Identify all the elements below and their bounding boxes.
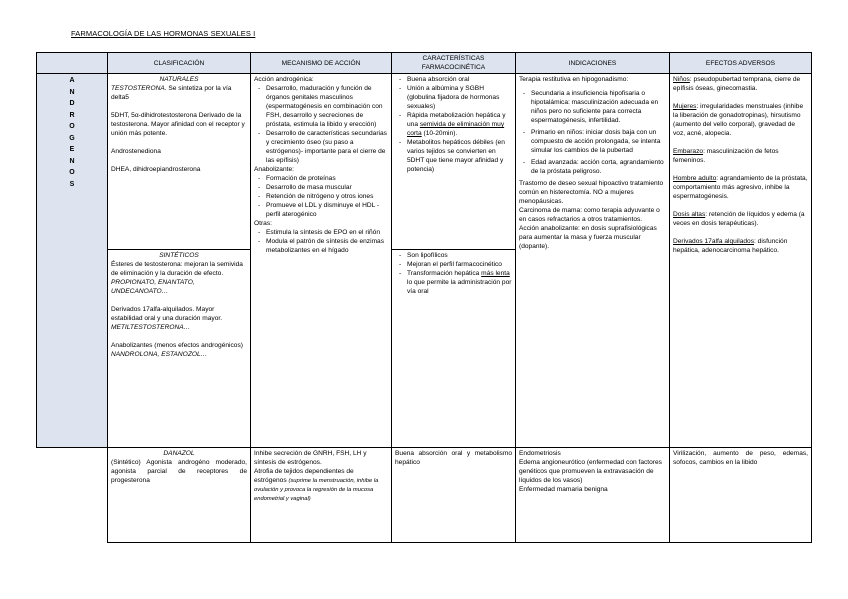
pharmacology-table	[36, 52, 812, 543]
cell-pk-naturales	[392, 74, 516, 250]
indication-item: - Primario en niños: iniciar dosis baja con un compuesto de acción prolongada, se intenta simular los cambios de la pubertad	[531, 128, 666, 155]
testosterona-text: TESTOSTERONA. Se sintetiza por la vía delta5	[111, 85, 232, 101]
header-adverse-effects: EFECTOS ADVERSOS	[670, 53, 812, 74]
pk-item: - Rápida metabolización hepática y una semivida de eliminación muy corta (10-20min).	[407, 111, 512, 138]
cell-indications-danazol	[516, 448, 670, 543]
cell-sinteticos	[108, 250, 251, 448]
pk-item: - Metabolitos hepáticos débiles (en varios tejidos se convierten en 5DHT que tiene mayor afinidad y potencia)	[407, 138, 512, 174]
danazol-spacer	[37, 448, 108, 543]
indication-item: Edema angioneurótico (enfermedad con factores genéticos que promueven la extravasación de líquidos de los vasos)	[519, 459, 662, 484]
header-classification: CLASIFICACIÓN	[108, 53, 251, 74]
indication-item: - Edad avanzada: acción corta, agrandamiento de la próstata peligroso.	[531, 158, 666, 176]
cell-pk-danazol: Buena absorción oral y metabolismo hepático	[392, 448, 516, 543]
header-pharmacokinetics: CARACTERÍSTICAS FARMACOCINÉTICA	[392, 53, 516, 74]
mechanism-item: - Desarrollo, maduración y función de órganos genitales masculinos (espermatogénesis en combinación con FSH, desarrollo y secreciones de próstata, estimula la libido y erección)	[266, 84, 388, 129]
dhea-text: DHEA, dihidroepiandrosterona	[111, 166, 201, 173]
row-naturales	[37, 74, 812, 250]
cell-naturales	[108, 74, 251, 250]
indication-text: Carcinoma de mama: como terapia adyuvante o en casos refractarios a otros tratamientos.	[519, 207, 660, 223]
group-label-androgenos: A N D R O G E N O S	[69, 77, 75, 188]
indication-item: Endometriosis	[519, 450, 561, 457]
header-indications: INDICACIONES	[516, 53, 670, 74]
cell-indications-androgens: Terapia restitutiva en hipogonadismo: - Secundaria a insuficiencia hipofisaria o hipotalámica: masculinización adecuada en niños pero no suficiente para correcta espermatogénesis, infertilidad. - Primario en niños: iniciar dosis baja con un compuesto de acción prolongada, se intenta simular los cambios de la pubertad - Edad avanzada: acción corta, agrandamiento de la próstata peligroso. Trastorno de deseo sexual hipoactivo tratamiento común en histerectomía. NO a mujeres menopáusicas. Carcinoma de mama: como terapia adyuvante o en casos refractarios a otros tratamientos. Acción anabolizante: en dosis suprafisiológicas para aumentar la masa y fuerza muscular (dopante).	[516, 74, 670, 448]
subtitle-sinteticos: SINTÉTICOS	[159, 252, 199, 259]
mechanism-item: - Retención de nitrógeno y otros iones	[266, 192, 388, 201]
indication-text: Acción anabolizante: en dosis suprafisiológicas para aumentar la masa y fuerza muscular (dopante).	[519, 225, 657, 250]
indication-item: Enfermedad mamaria benigna	[519, 486, 608, 493]
pk-item: - Transformación hepática más lenta lo que permite la administración por vía oral	[407, 269, 512, 296]
adverse-dosis: Dosis altas: retención de líquidos y edema (a veces en dosis terapéuticas).	[673, 211, 805, 227]
mechanism-item: - Desarrollo de masa muscular	[266, 183, 388, 192]
pk-item: - Buena absorción oral	[407, 75, 512, 84]
cell-mechanism-androgens: Acción androgénica: - Desarrollo, maduración y función de órganos genitales masculinos (espermatogénesis en combinación con FSH, desarrollo y secreciones de próstata, estimula la libido y erección) - Desarrollo de características secundarias y crecimiento óseo (su paso a estrógenos)- importante para el cierre de las epífisis) Anabolizante: - Formación de proteínas - Desarrollo de masa muscular - Retención de nitrógeno y otros iones - Promueve el LDL y disminuye el HDL - perfil aterogénico Otras: - Estimula la síntesis de EPO en el riñón - Modula el patrón de síntesis de enzimas metabolizantes en el hígado	[251, 74, 392, 448]
mechanism-item: - Modula el patrón de síntesis de enzimas metabolizantes en el hígado	[266, 237, 388, 255]
anabolizantes-text: Anabolizantes (menos efectos androgénicos) NANDROLONA, ESTANOZOL…	[111, 342, 243, 358]
cell-danazol	[108, 448, 251, 543]
mechanism-item: - Formación de proteínas	[266, 174, 388, 183]
indication-text: Trastorno de deseo sexual hipoactivo tratamiento común en histerectomía. NO a mujeres menopáusicas.	[519, 180, 664, 205]
header-corner	[37, 53, 108, 74]
cell-adverse-androgens	[670, 74, 812, 448]
group-androgenos	[37, 74, 108, 448]
adverse-derivados: Derivados 17alfa alquilados: disfunción hepática, adenocarcinoma hepático.	[673, 238, 788, 254]
androstenediona-text: Androstenediona	[111, 148, 161, 155]
dht-text: 5DHT, 5α-dihidrotestosterona Derivado de la testosterona. Mayor afinidad con el receptor y unión más potente.	[111, 112, 245, 137]
row-danazol	[37, 448, 812, 543]
cell-mechanism-danazol: Inhibe secreción de GNRH, FSH, LH y síntesis de estrógenos. Atrofia de tejidos dependientes de estrógenos (suprime la menstruación, inhibe la ovulación y provoca la regresión de la mucosa endometrial y vaginal)	[251, 448, 392, 543]
derivados-text: Derivados 17alfa-alquilados. Mayor estabilidad oral y una duración mayor. METILTESTOSTERONA…	[111, 306, 223, 331]
pk-item: - Mejoran el perfil farmacocinético	[407, 260, 512, 269]
indication-item: - Secundaria a insuficiencia hipofisaria o hipotalámica: masculinización adecuada en niños pero no suficiente para correcta espermatogénesis, infertilidad.	[531, 89, 666, 125]
cell-pk-sinteticos	[392, 250, 516, 448]
danazol-desc: (Sintético) Agonista androgéno moderado, agonista parcial de receptores de progesterona	[111, 459, 247, 484]
adverse-embarazo: Embarazo: masculinización de fetos femeninos.	[673, 148, 779, 164]
pk-item: - Unión a albúmina y SGBH (globulina fijadora de hormonas sexuales)	[407, 84, 512, 111]
adverse-ninos: Niños: pseudopubertad temprana, cierre de epífisis óseas, ginecomastia.	[673, 76, 801, 92]
mechanism-item: - Desarrollo de características secundarias y crecimiento óseo (su paso a estrógenos)- importante para el cierre de las epífisis)	[266, 129, 388, 165]
adverse-hombre: Hombre adulto: agrandamiento de la próstata, comportamiento más agresivo, inhibe la espermatogénesis.	[673, 175, 808, 200]
mechanism-item: - Estimula la síntesis de EPO en el riñón	[266, 228, 388, 237]
adverse-mujeres: Mujeres: irregularidades menstruales (inhibe la liberación de gonadotropinas), hirsutismo (aumento del vello corporal), gravedad de voz, acné, alopecia.	[673, 103, 804, 137]
subtitle-danazol: DANAZOL	[163, 450, 195, 457]
page-title: FARMACOLOGÍA DE LAS HORMONAS SEXUALES I	[71, 29, 256, 38]
subtitle-naturales: NATURALES	[159, 76, 199, 83]
cell-adverse-danazol: Virilización, aumento de peso, edemas, sofocos, cambios en la libido	[670, 448, 812, 543]
header-mechanism: MECANISMO DE ACCIÓN	[251, 53, 392, 74]
header-row	[37, 53, 812, 74]
esteres-text: Ésteres de testosterona: mejoran la semivida de eliminación y la duración de efecto. PROPIONATO, ENANTATO, UNDECANOATO…	[111, 261, 243, 295]
pk-item: - Son lipofílicos	[407, 251, 512, 260]
mechanism-item: - Promueve el LDL y disminuye el HDL - perfil aterogénico	[266, 201, 388, 219]
